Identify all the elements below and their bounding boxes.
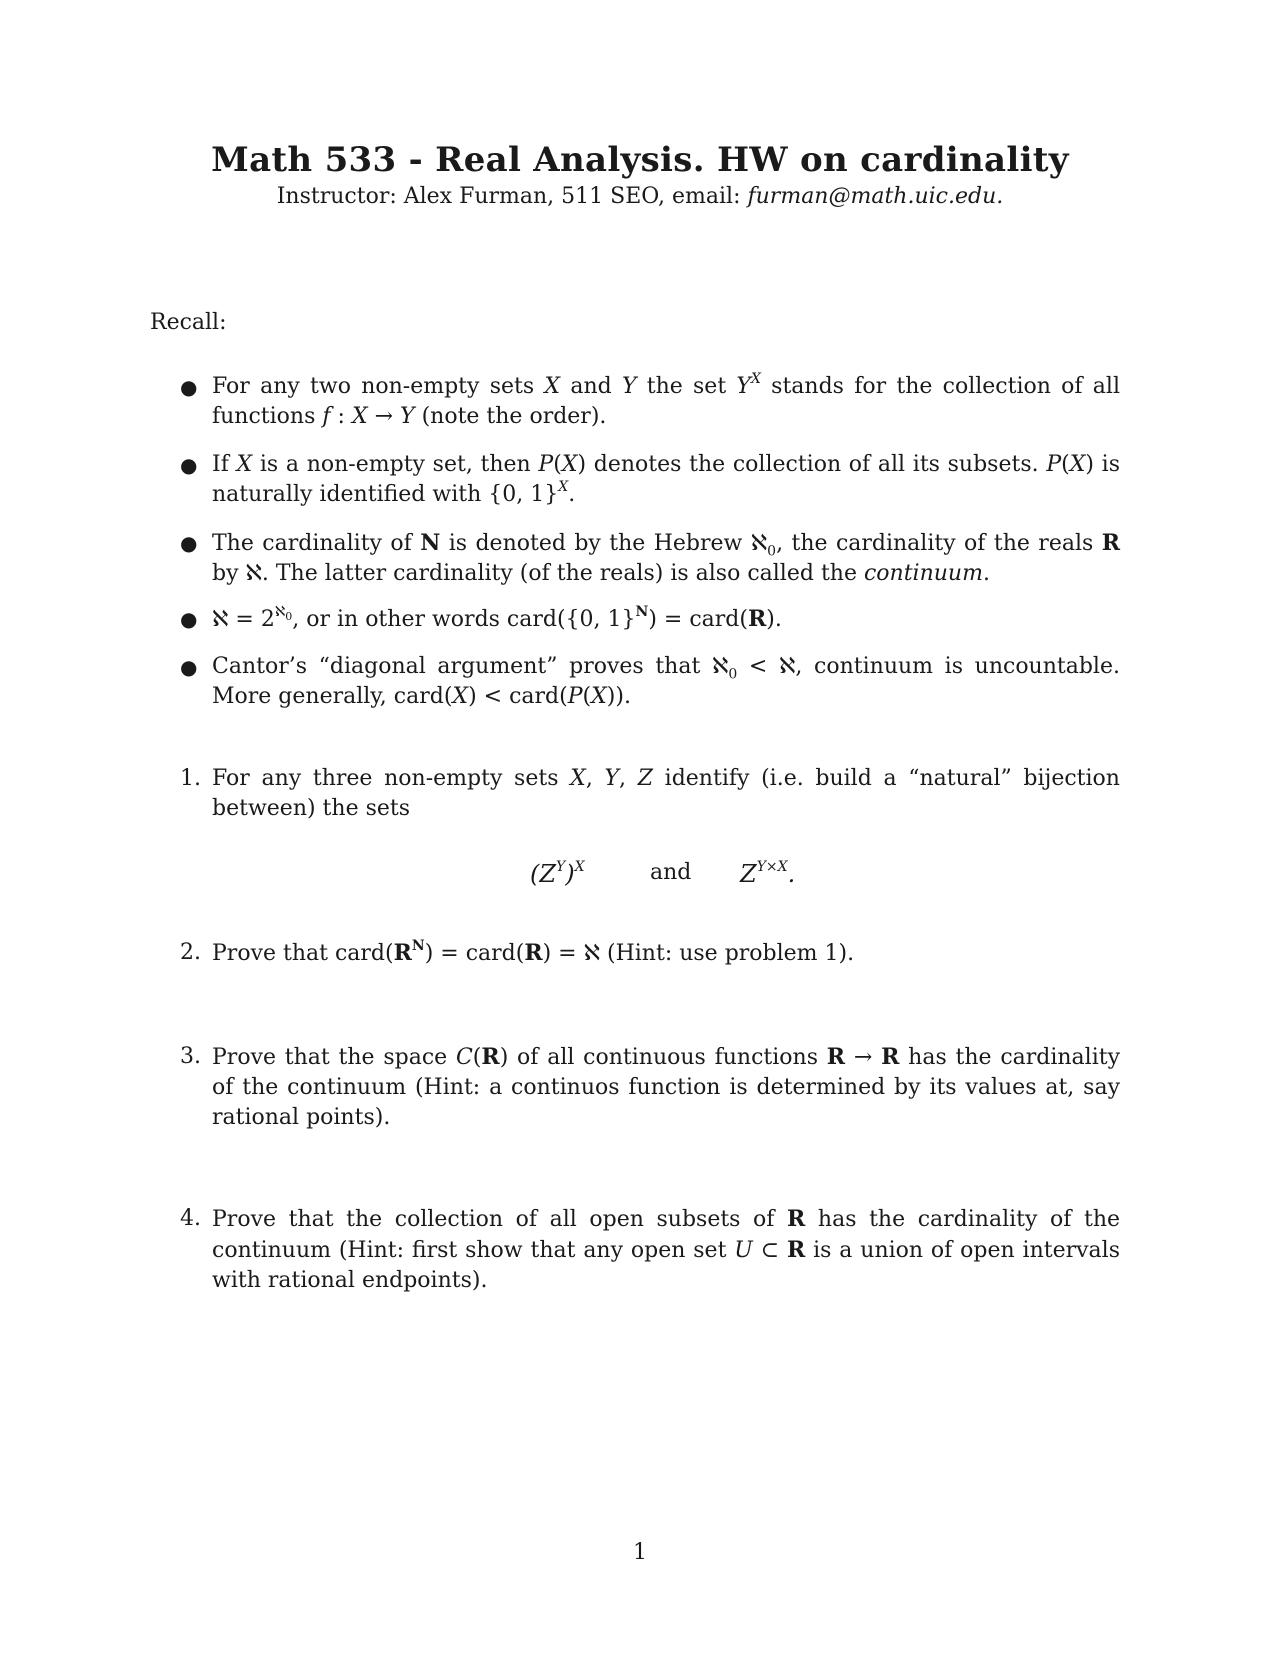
bullet-text-3: The cardinality of N is denoted by the Hebrew ℵ$_0$, the cardinality of the reals R by ℵ. The latter cardinality (of the reals) is also called the continuum.: [212, 530, 1120, 586]
continuum-term: continuum: [863, 561, 983, 586]
problem-3: [180, 1042, 1120, 1133]
page-number: 1: [633, 1540, 647, 1565]
bullet-item-3: [180, 528, 1120, 589]
bullet-text-4: ℵ = $2^{ℵ_0}$, or in other words card({0, 1}$^N$) = card(R).: [212, 603, 782, 632]
problem-number: 1.: [180, 766, 201, 791]
equation-left: $(Z^Y)^X$: [530, 859, 585, 888]
problem-4-rest: is a union of open intervals with rational endpoints).: [212, 1238, 1120, 1293]
problem-4-text: Prove that the collection of all open subsets of R has the cardinality of the continuum (Hint: first show that any open set U ⊂ R is a union of open intervals with rational endpoints).: [212, 1206, 1121, 1293]
equation-and: and: [650, 860, 692, 885]
bullet-dot: ●: [180, 375, 198, 399]
problem-number: 3.: [180, 1044, 201, 1069]
problem-2-hint: (Hint: use problem 1).: [607, 941, 855, 966]
bullet-item-1: [180, 372, 1120, 432]
document-title: Math 533 - Real Analysis. HW on cardinality: [211, 140, 1069, 180]
equation-right: $Z^{Y\times X}$.: [740, 859, 796, 888]
bullet-dot: ●: [180, 531, 198, 555]
bullet-dot: ●: [180, 607, 198, 631]
problem-2-text: Prove that $card(R^N)$ = card(R) = ℵ (Hint: use problem 1).: [212, 937, 855, 966]
problem-1-text: For any three non-empty sets X, Y, Z identify (i.e. build a “natural” bijection between) the sets: [212, 766, 1120, 821]
problem-4: [180, 1204, 1120, 1296]
instructor-email: furman@math.uic.edu.: [747, 184, 1004, 209]
bullet-dot: ●: [180, 655, 198, 679]
problem-3-text: Prove that the space C(R) of all continuous functions R → R has the cardinality of the continuum (Hint: a continuos function is determined by its values at, say rational points).: [212, 1044, 1121, 1130]
bullet-dot: ●: [180, 453, 198, 477]
bullet-item-5: [180, 652, 1120, 712]
bullet-item-2: [180, 450, 1120, 510]
problem-1: [180, 764, 1120, 824]
problem-1-equation: [530, 860, 830, 888]
problem-number: 4.: [180, 1206, 201, 1231]
problem-3-rest: has the cardinality of the continuum (Hint: a continuos function is determined by its values at, say rational points).: [212, 1045, 1121, 1130]
bullet-text-1: For any two non-empty sets X and Y the set $Y^X$ stands for the collection of all functions f : X → Y (note the order).: [212, 370, 1120, 429]
recall-label: Recall:: [150, 310, 227, 335]
problem-2: [180, 938, 1120, 969]
bullet-text-2: If X is a non-empty set, then P(X) denotes the collection of all its subsets. P(X) is naturally identified with {0, 1}$^X$.: [212, 452, 1120, 507]
bullet-text-5: Cantor’s “diagonal argument” proves that ℵ$_0$ < ℵ, continuum is uncountable. More generally, card(X) < card(P(X)).: [212, 654, 1120, 709]
instructor-info: Instructor: Alex Furman, 511 SEO, email:: [276, 184, 741, 209]
bullet-item-4: [180, 604, 1120, 635]
instructor-line: [0, 184, 1280, 209]
problem-number: 2.: [180, 940, 201, 965]
